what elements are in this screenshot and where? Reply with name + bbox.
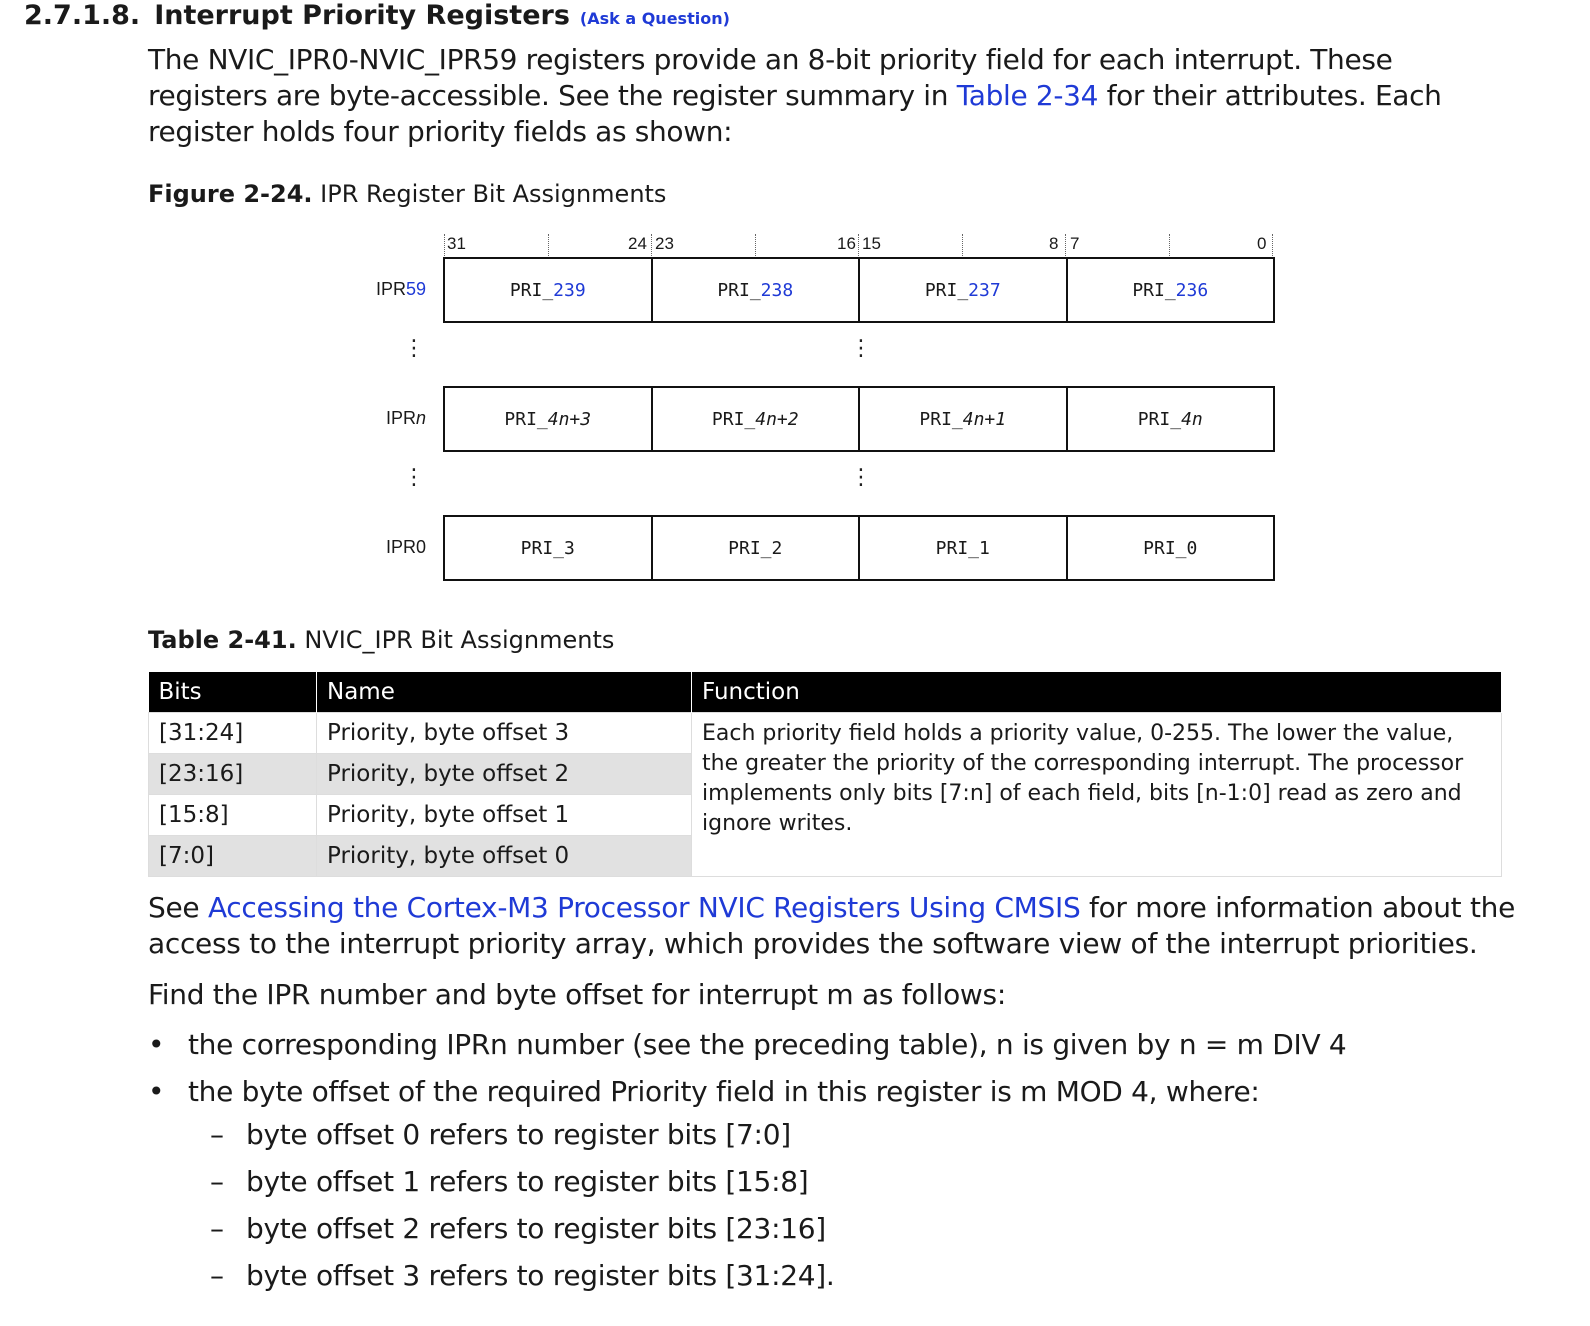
intro-text-1: The NVIC_IPR0-NVIC_IPR59 registers provide an 8-bit priority field for each interrupt. These registers are byte-accessible. See the register summary in (148, 43, 1393, 112)
cell-bits: [7:0] (149, 836, 317, 877)
register-label-ipr59: IPR59 (375, 279, 426, 299)
list-item-text: the byte offset of the required Priority field in this register is m MOD 4, where: (188, 1075, 1260, 1108)
sub-list-item-text: byte offset 0 refers to register bits [7:0] (246, 1118, 791, 1151)
cell-function: Each priority field holds a priority value, 0-255. The lower the value, the greater the priority of the corresponding interrupt. The processor implements only bits [7:n] of each field, bits [n-1:0] read as zero and ignore writes. (692, 713, 1502, 877)
bit-tick (548, 234, 549, 256)
list-item (148, 1075, 1260, 1108)
table-2-34-link[interactable]: Table 2-34 (956, 79, 1099, 112)
field-pri-238: PRI_ 238 (653, 259, 861, 321)
figure-caption-label: Figure 2-24. (148, 180, 313, 208)
dash-icon: – (210, 1259, 224, 1292)
list-item (148, 1028, 1346, 1061)
table-caption (148, 626, 614, 654)
bit-tick (1065, 234, 1066, 256)
field-pri-0: PRI_0 (1143, 537, 1198, 559)
table-caption-label: Table 2-41. (148, 626, 297, 654)
register-label-iprn: IPRn (385, 408, 426, 428)
column-header-name: Name (317, 672, 692, 713)
cell-name: Priority, byte offset 2 (317, 754, 692, 795)
dash-icon: – (210, 1165, 224, 1198)
bit-tick (651, 234, 652, 256)
see-text-prefix: See (148, 891, 208, 924)
register-label-ipr0: IPR0 (385, 537, 426, 557)
cell-name: Priority, byte offset 0 (317, 836, 692, 877)
intro-text-2: for their attributes. Each register holds four priority fields as shown: (148, 79, 1442, 148)
sub-list-item-text: byte offset 3 refers to register bits [31:24]. (246, 1259, 835, 1292)
list-item-text: the corresponding IPRn number (see the preceding table), n is given by n = m DIV 4 (188, 1028, 1347, 1061)
bit-label-16: 16 (837, 234, 856, 253)
cell-bits: [23:16] (149, 754, 317, 795)
nvic-ipr-bit-table (148, 672, 1502, 877)
field-pri-237: PRI_ 237 (860, 259, 1068, 321)
cell-bits: [15:8] (149, 795, 317, 836)
register-row-ipr0 (443, 515, 1275, 581)
cmsis-nvic-link[interactable]: Accessing the Cortex-M3 Processor NVIC Registers Using CMSIS (207, 891, 1081, 924)
ask-question-link[interactable]: (Ask a Question) (579, 9, 730, 28)
dash-icon: – (210, 1118, 224, 1151)
see-text-suffix: for more information about the access to the interrupt priority array, which provides the software view of the interrupt priorities. (148, 891, 1516, 960)
bit-tick (1272, 234, 1273, 256)
bit-label-24: 24 (628, 234, 647, 253)
bit-tick (962, 234, 963, 256)
section-title: Interrupt Priority Registers (154, 0, 570, 31)
bullet-icon: • (148, 1028, 165, 1061)
bullet-icon: • (148, 1075, 165, 1108)
column-header-function: Function (692, 672, 1502, 713)
sub-list-item-text: byte offset 2 refers to register bits [23:16] (246, 1212, 826, 1245)
dash-icon: – (210, 1212, 224, 1245)
field-pri-239: PRI_ 239 (445, 259, 653, 321)
sub-list-item (210, 1165, 808, 1198)
ellipsis-vertical: ⋮ (850, 465, 872, 490)
field-pri-4n-plus-2: PRI_ 4n+2 (653, 388, 861, 450)
field-pri-3: PRI_3 (445, 517, 653, 579)
table-caption-text: NVIC_IPR Bit Assignments (296, 626, 615, 654)
ipr-register-diagram (0, 0, 1590, 620)
field-pri-4n: PRI_ 4n (1137, 408, 1203, 430)
table-row (149, 713, 1502, 754)
bit-label-7: 7 (1070, 234, 1080, 253)
ellipsis-vertical: ⋮ (403, 336, 425, 361)
field-pri-236: PRI_ 236 (1132, 279, 1209, 301)
see-paragraph (148, 890, 1548, 962)
bit-label-15: 15 (862, 234, 881, 253)
figure-caption-text: IPR Register Bit Assignments (312, 180, 667, 208)
ellipsis-vertical: ⋮ (850, 336, 872, 361)
bit-label-23: 23 (655, 234, 674, 253)
bit-label-31: 31 (447, 234, 466, 253)
field-pri-4n-plus-3: PRI_ 4n+3 (445, 388, 653, 450)
field-pri-4n-plus-1: PRI_ 4n+1 (860, 388, 1068, 450)
cell-name: Priority, byte offset 3 (317, 713, 692, 754)
ellipsis-vertical: ⋮ (403, 465, 425, 490)
bit-label-0: 0 (1257, 234, 1267, 253)
section-number: 2.7.1.8. (24, 0, 141, 31)
bit-label-8: 8 (1049, 234, 1059, 253)
sub-list-item (210, 1212, 826, 1245)
find-paragraph: Find the IPR number and byte offset for interrupt m as follows: (148, 978, 1006, 1011)
bit-tick (1169, 234, 1170, 256)
bit-tick (858, 234, 859, 256)
table-header-row (149, 672, 1502, 713)
register-row-iprn (443, 386, 1275, 452)
sub-list-item-text: byte offset 1 refers to register bits [15:8] (246, 1165, 809, 1198)
bit-tick (755, 234, 756, 256)
field-pri-1: PRI_1 (860, 517, 1068, 579)
cell-bits: [31:24] (149, 713, 317, 754)
field-pri-2: PRI_2 (653, 517, 861, 579)
sub-list-item (210, 1118, 791, 1151)
cell-name: Priority, byte offset 1 (317, 795, 692, 836)
column-header-bits: Bits (149, 672, 317, 713)
bit-tick (444, 234, 445, 256)
register-row-ipr59 (443, 257, 1275, 323)
sub-list-item (210, 1259, 834, 1292)
